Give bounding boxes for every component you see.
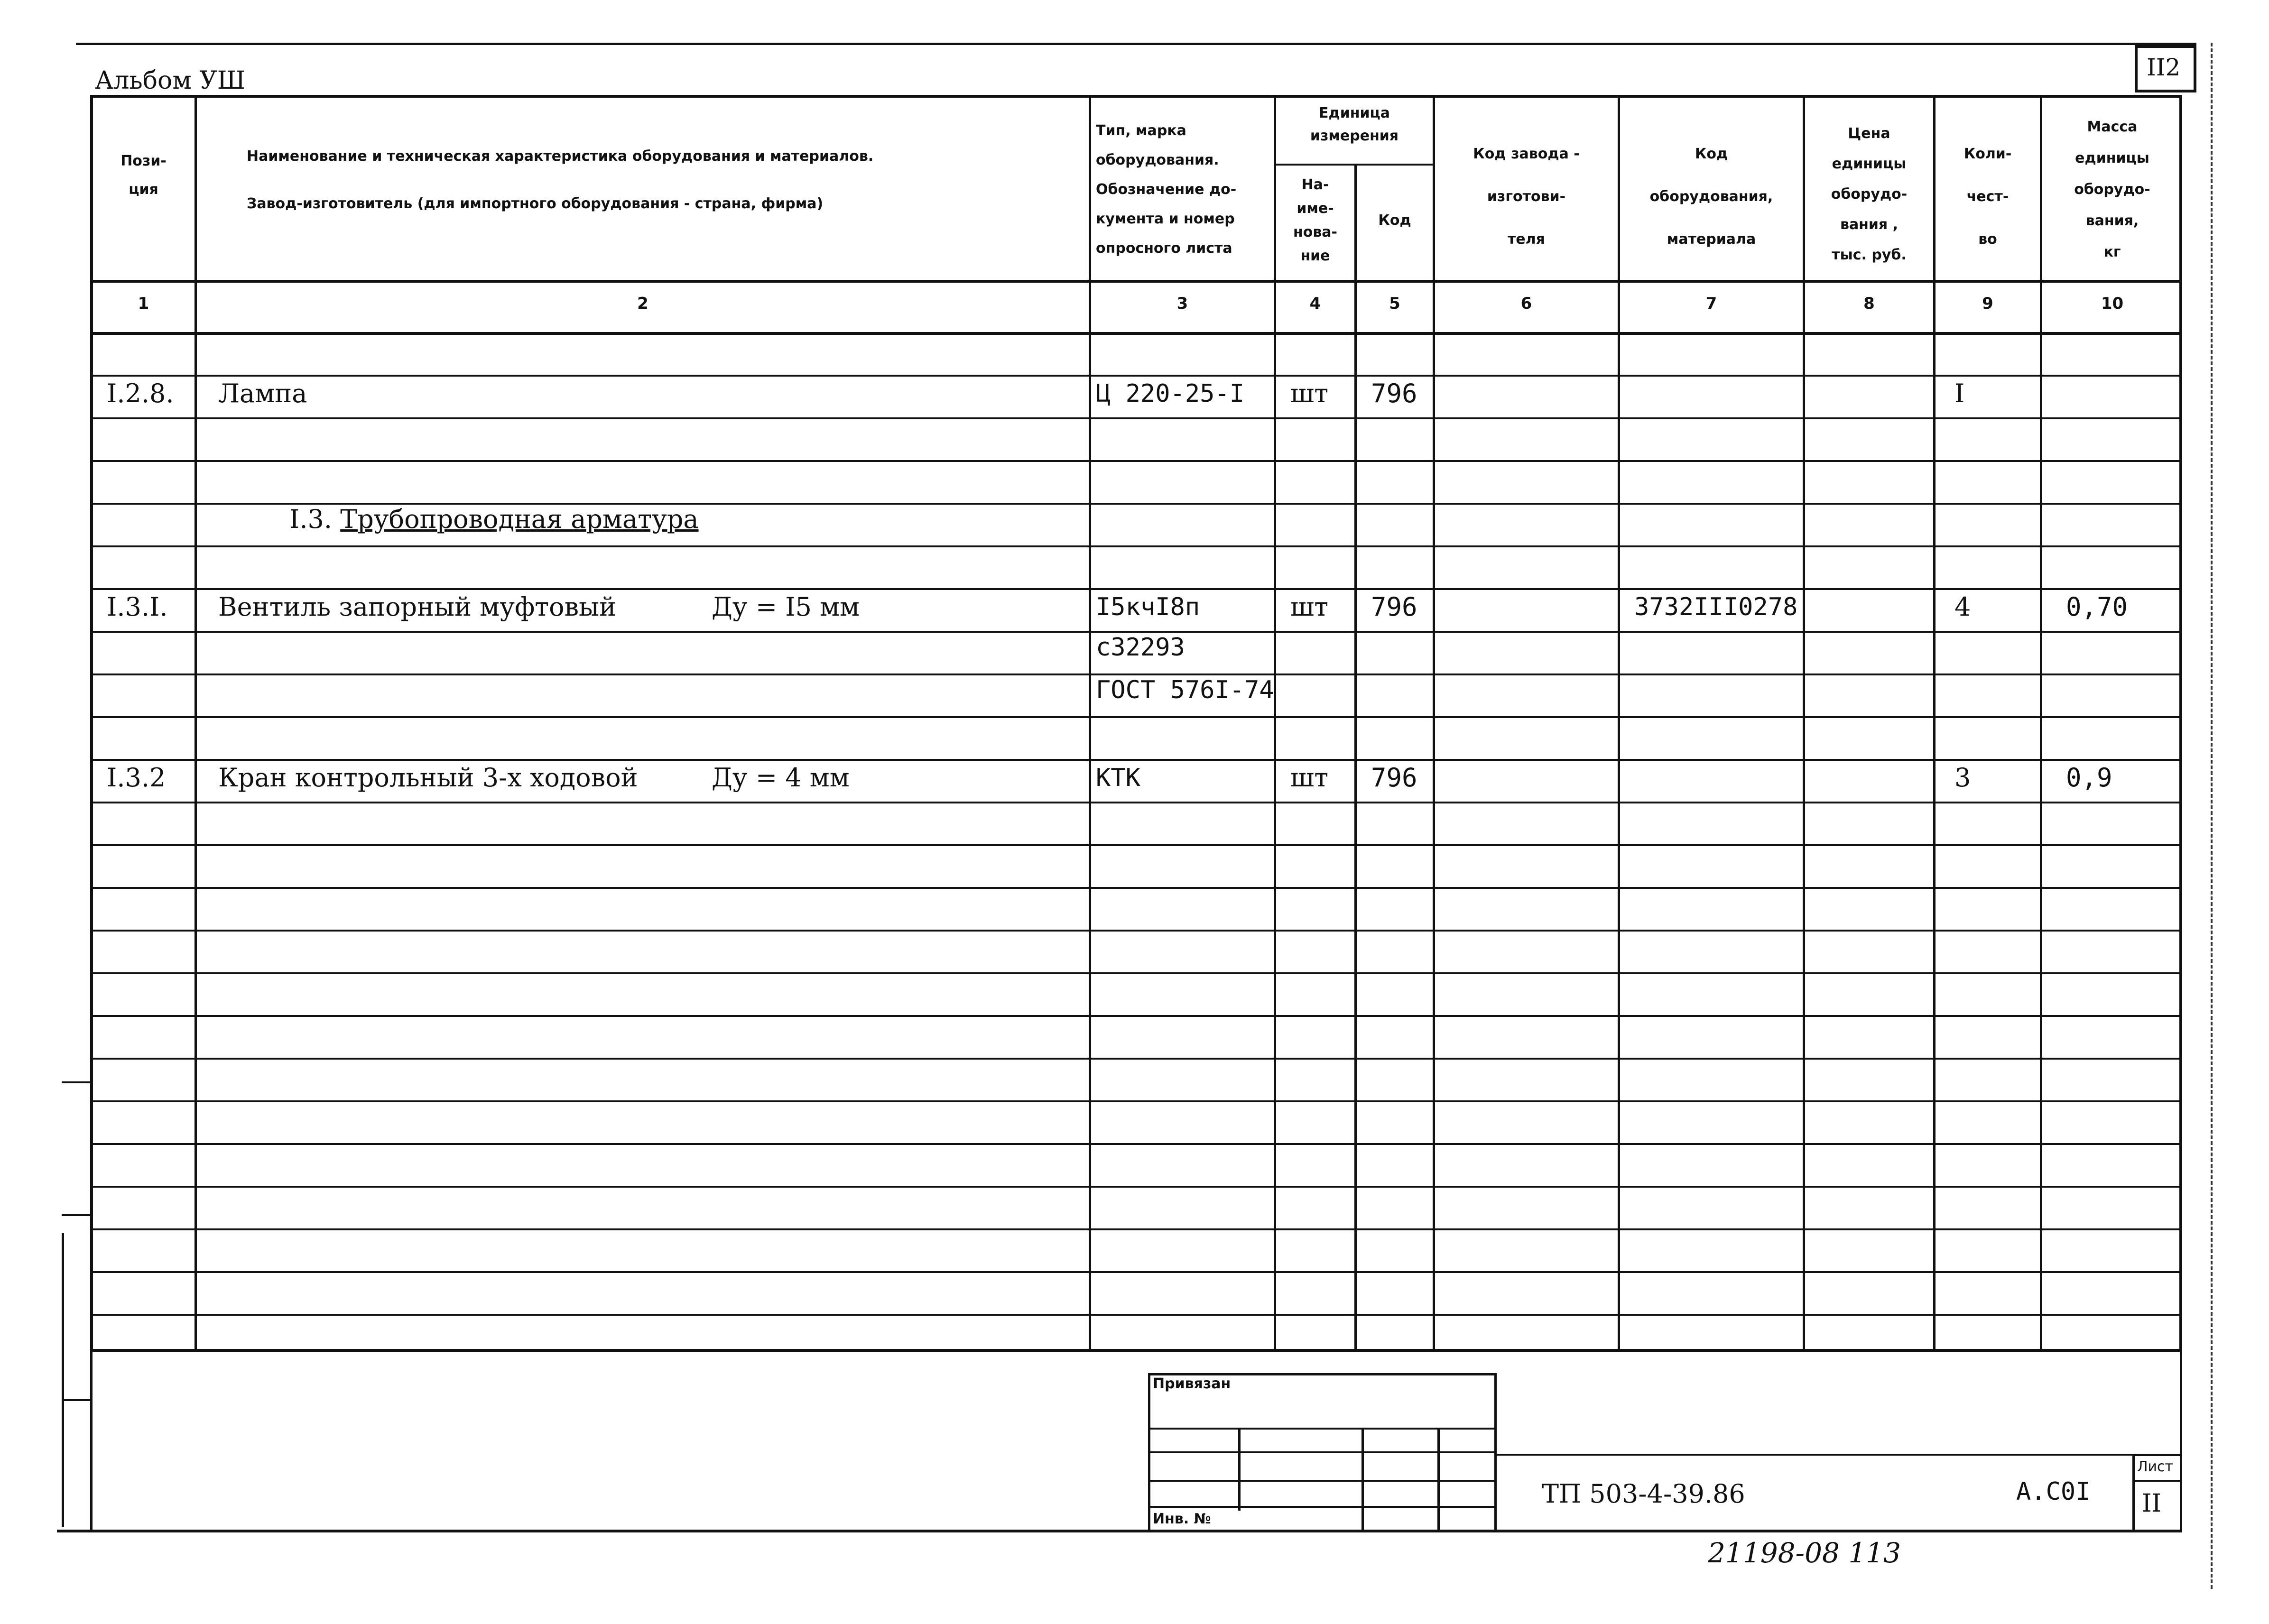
document-code: ТП 503-4-39.86	[1542, 1479, 1745, 1509]
margin-mark	[62, 1081, 90, 1083]
col-divider	[194, 95, 197, 1352]
header-price: Цена единицы оборудо- вания , тыс. руб.	[1831, 125, 1908, 263]
colnum-bottom	[90, 332, 2182, 335]
row-type: Ц 220-25-I	[1096, 379, 1245, 408]
row-name: Вентиль запорный муфтовый	[218, 592, 617, 622]
page-number: II2	[2147, 54, 2181, 81]
row-position: I.3.2	[107, 763, 166, 793]
header-quantity: Коли- чест- во	[1963, 146, 2012, 248]
section-number: I.3.	[289, 504, 333, 534]
column-number: 7	[1705, 294, 1717, 313]
row-type: I5кчI8п	[1096, 593, 1200, 621]
sheet-label: Лист	[2137, 1458, 2174, 1475]
header-factory-code: Код завода - изготови- теля	[1473, 146, 1580, 248]
column-number: 2	[637, 294, 648, 313]
handwritten-archive-number: 21198-08 113	[1708, 1537, 1901, 1569]
col-divider	[1803, 95, 1805, 1352]
sheet-code: А.С0I	[2016, 1477, 2091, 1506]
column-number: 6	[1520, 294, 1532, 313]
header-equipment-code: Код оборудования, материала	[1649, 146, 1773, 248]
approval-label: Привязан	[1153, 1375, 1231, 1392]
column-number: 9	[1982, 294, 1993, 313]
col-divider	[1089, 95, 1091, 1352]
row-position: I.3.I.	[107, 592, 168, 622]
row-unit-code: 796	[1371, 763, 1417, 793]
row-name: Лампа	[218, 378, 307, 408]
row-unit: шт	[1290, 378, 1329, 408]
row-mass: 0,70	[2066, 592, 2128, 622]
main-table-frame	[90, 95, 2182, 1352]
row-quantity: 3	[1954, 763, 1971, 793]
column-number: 3	[1176, 294, 1188, 313]
inventory-label: Инв. №	[1153, 1511, 1211, 1527]
right-edge-line	[2211, 43, 2213, 1589]
header-bottom	[90, 280, 2182, 283]
header-unit-name: На- име- нова- ние	[1293, 176, 1338, 264]
col-divider	[1354, 164, 1357, 1352]
header-name: Наименование и техническая характеристика оборудования и материалов. Завод-изготовитель (для импортного оборудования - страна, фирма)	[247, 148, 874, 212]
section-title: Трубопроводная арматура	[340, 504, 699, 534]
section-heading	[289, 505, 699, 534]
col-divider	[2040, 95, 2042, 1352]
row-type: КТК	[1096, 764, 1140, 792]
col-divider	[1933, 95, 1936, 1352]
sheet-number: II	[2142, 1489, 2162, 1518]
row-position: I.2.8.	[107, 378, 174, 408]
column-number: 10	[2101, 294, 2124, 313]
album-title: Альбом УШ	[95, 66, 246, 95]
row-unit-code: 796	[1371, 592, 1417, 622]
row-quantity: 4	[1954, 592, 1971, 622]
column-number: 5	[1389, 294, 1400, 313]
row-type-standard: ГОСТ 576I-74	[1096, 676, 1274, 704]
column-number: 8	[1863, 294, 1875, 313]
margin-line	[62, 1233, 64, 1527]
col-divider	[1274, 95, 1276, 1352]
col-divider	[1433, 95, 1435, 1352]
header-unit-group: Единица измерения	[1310, 105, 1399, 144]
row-unit-code: 796	[1371, 378, 1417, 408]
row-nominal-diameter: Ду = I5 мм	[712, 592, 860, 622]
header-mass: Масса единицы оборудо- вания, кг	[2074, 119, 2150, 260]
column-number: 4	[1309, 294, 1321, 313]
col-divider	[1618, 95, 1620, 1352]
top-border	[76, 43, 2196, 45]
stamp-left-border	[90, 1352, 93, 1532]
margin-mark	[62, 1214, 90, 1216]
row-name: Кран контрольный 3-х ходовой	[218, 763, 638, 793]
row-unit: шт	[1290, 592, 1329, 622]
row-mass: 0,9	[2066, 763, 2112, 793]
row-quantity: I	[1954, 378, 1965, 408]
header-unit-code: Код	[1378, 212, 1411, 229]
margin-mark	[62, 1399, 90, 1401]
stamp-bottom-border	[57, 1530, 2182, 1532]
row-unit: шт	[1290, 763, 1329, 793]
header-position: Пози- ция	[120, 153, 167, 198]
unit-group-divider	[1274, 164, 1433, 166]
row-equipment-code: 3732III0278	[1634, 593, 1798, 621]
header-type: Тип, марка оборудования. Обозначение до- кумента и номер опросного листа	[1096, 122, 1237, 257]
title-block-top	[1497, 1454, 2180, 1456]
column-number: 1	[138, 294, 149, 313]
row-type-continued: с32293	[1096, 633, 1185, 662]
row-nominal-diameter: Ду = 4 мм	[712, 763, 850, 793]
